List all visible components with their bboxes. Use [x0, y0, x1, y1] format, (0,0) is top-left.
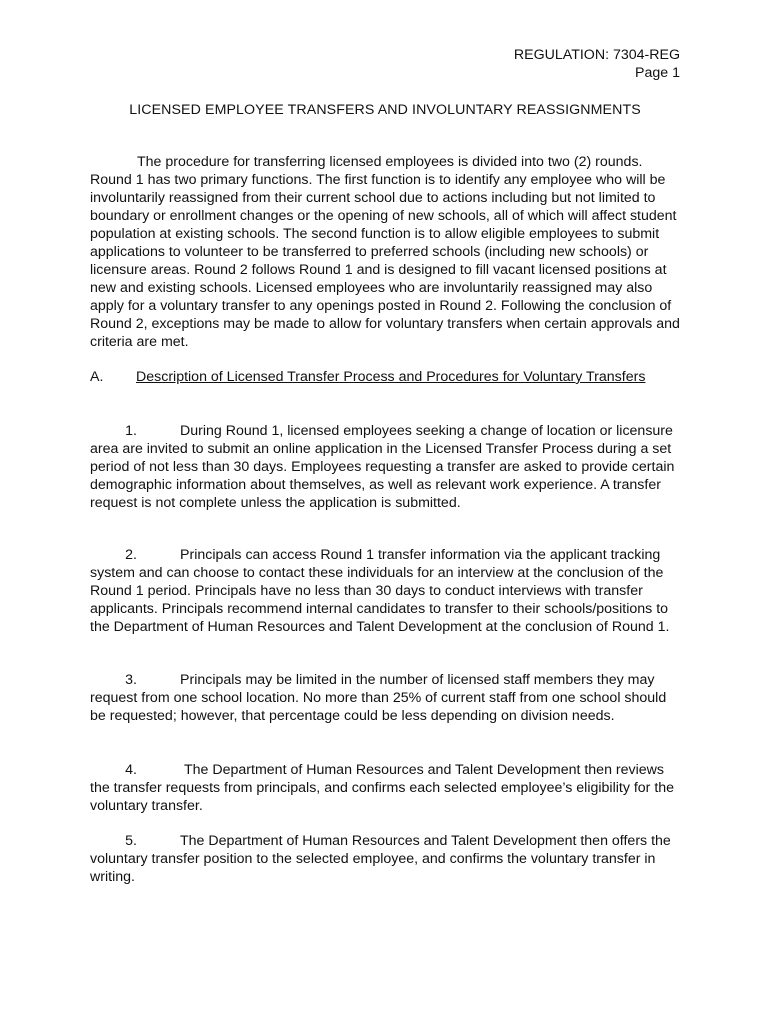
- list-item: [90, 832, 680, 886]
- intro-paragraph: [90, 153, 680, 351]
- list-item: [90, 671, 680, 725]
- section-title: Description of Licensed Transfer Process and Procedures for Voluntary Transfers: [136, 369, 646, 385]
- list-item: [90, 422, 680, 512]
- item-number: 5.: [125, 833, 137, 849]
- item-number: 2.: [125, 547, 137, 563]
- list-item: [90, 546, 680, 636]
- list-item: [90, 761, 680, 815]
- item-number: 3.: [125, 672, 137, 688]
- item-text: The Department of Human Resources and Talent Development then reviews the transfer requests from principals, and confirms each selected employee’s eligibility for the voluntary transfer.: [90, 762, 675, 814]
- section-a-heading: [90, 368, 680, 386]
- item-text: Principals may be limited in the number of licensed staff members they may request from one school location. No more than 25% of current staff from one school should be requested; however, that percentage could be less depending on division needs.: [90, 672, 667, 724]
- item-text: During Round 1, licensed employees seeking a change of location or licensure area are invited to submit an online application in the Licensed Transfer Process during a set period of not less than 30 days. Employees requesting a transfer are asked to provide certain demographic information about themselves, as well as relevant work experience. A transfer request is not complete unless the application is submitted.: [90, 423, 675, 511]
- regulation-number: REGULATION: 7304-REG: [513, 47, 680, 63]
- item-text: Principals can access Round 1 transfer information via the applicant tracking system and can choose to contact these individuals for an interview at the conclusion of the Round 1 period. Principals have no less than 30 days to conduct interviews with transfer applicants. Principals recommend internal candidates to transfer to their schools/positions to the Department of Human Resources and Talent Development at the conclusion of Round 1.: [90, 547, 670, 635]
- page-number: Page 1: [635, 64, 680, 81]
- intro-text: The procedure for transferring licensed employees is divided into two (2) rounds. Round 1 has two primary functions. The first function is to identify any employee who will be involuntarily reassigned from their current school due to actions including but not limited to boundary or enrollment changes or the opening of new schools, all of which will affect student population at existing schools. The second function is to allow eligible employees to submit applications to volunteer to be transferred to preferred schools (including new schools) or licensure areas. Round 2 follows Round 1 and is designed to fill vacant licensed positions at new and existing schools. Licensed employees who are involuntarily reassigned may also apply for a voluntary transfer to any openings posted in Round 2. Following the conclusion of Round 2, exceptions may be made to allow for voluntary transfers when certain approvals and criteria are met.: [90, 154, 680, 350]
- page-header: [514, 47, 680, 82]
- item-number: 4.: [125, 762, 137, 778]
- document-title: LICENSED EMPLOYEE TRANSFERS AND INVOLUNTARY REASSIGNMENTS: [129, 102, 641, 118]
- section-letter: A.: [90, 369, 104, 385]
- item-number: 1.: [125, 423, 137, 439]
- item-text: The Department of Human Resources and Talent Development then offers the voluntary transfer position to the selected employee, and confirms the voluntary transfer in writing.: [90, 833, 671, 885]
